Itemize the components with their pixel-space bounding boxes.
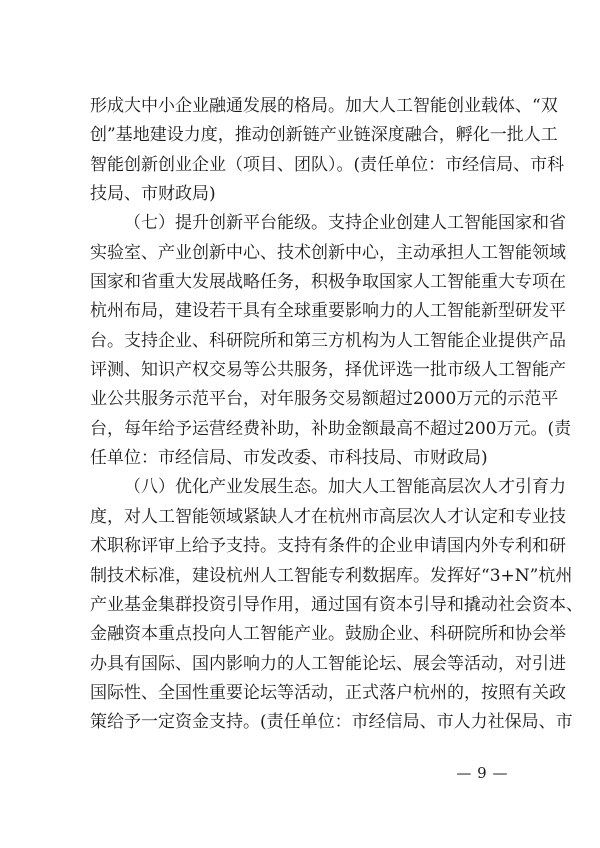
- text-line: 金融资本重点投向人工智能产业。鼓励企业、科研院所和协会举: [90, 624, 566, 645]
- text-line: 制技术标准，建设杭州人工智能专利数据库。发挥好“3+N”杭州: [90, 565, 573, 586]
- text-line: 智能创新创业企业（项目、团队）。(责任单位：市经信局、市科: [90, 154, 565, 175]
- text-line: 台。支持企业、科研院所和第三方机构为人工智能企业提供产品: [90, 330, 566, 351]
- page-number: — 9 —: [456, 764, 508, 782]
- text-line: 国家和省重大发展战略任务，积极争取国家人工智能重大专项在: [90, 272, 566, 293]
- text-line: 创”基地建设力度，推动创新链产业链深度融合，孵化一批人工: [90, 125, 558, 146]
- text-line: 杭州布局，建设若干具有全球重要影响力的人工智能新型研发平: [90, 301, 566, 322]
- paragraph-first-line: （八）优化产业发展生态。加大人工智能高层次人才引育力: [124, 477, 566, 498]
- text-line: 业公共服务示范平台，对年服务交易额超过2000万元的示范平: [90, 389, 559, 410]
- text-line: 度，对人工智能领域紧缺人才在杭州市高层次人才认定和专业技: [90, 506, 566, 527]
- text-line: 评测、知识产权交易等公共服务，择优评选一批市级人工智能产: [90, 360, 566, 381]
- paragraph-first-line: （七）提升创新平台能级。支持企业创建人工智能国家和省: [124, 213, 566, 234]
- text-line: 台，每年给予运营经费补助，补助金额最高不超过200万元。(责: [90, 418, 572, 439]
- text-line: 国际性、全国性重要论坛等活动，正式落户杭州的，按照有关政: [90, 682, 566, 703]
- text-line: 办具有国际、国内影响力的人工智能论坛、展会等活动，对引进: [90, 653, 566, 674]
- text-line: 策给予一定资金支持。(责任单位：市经信局、市人力社保局、市: [90, 712, 573, 733]
- body-text: [90, 92, 583, 738]
- text-line: 术职称评审上给予支持。支持有条件的企业申请国内外专利和研: [90, 536, 566, 557]
- text-line: 形成大中小企业融通发展的格局。加大人工智能创业载体、“双: [90, 96, 558, 116]
- text-line: 技局、市财政局): [90, 184, 216, 205]
- text-line: 产业基金集群投资引导作用，通过国有资本引导和撬动社会资本、: [90, 594, 583, 615]
- text-line: 任单位：市经信局、市发改委、市科技局、市财政局): [90, 448, 488, 469]
- text-line: 实验室、产业创新中心、技术创新中心，主动承担人工智能领域: [90, 242, 566, 263]
